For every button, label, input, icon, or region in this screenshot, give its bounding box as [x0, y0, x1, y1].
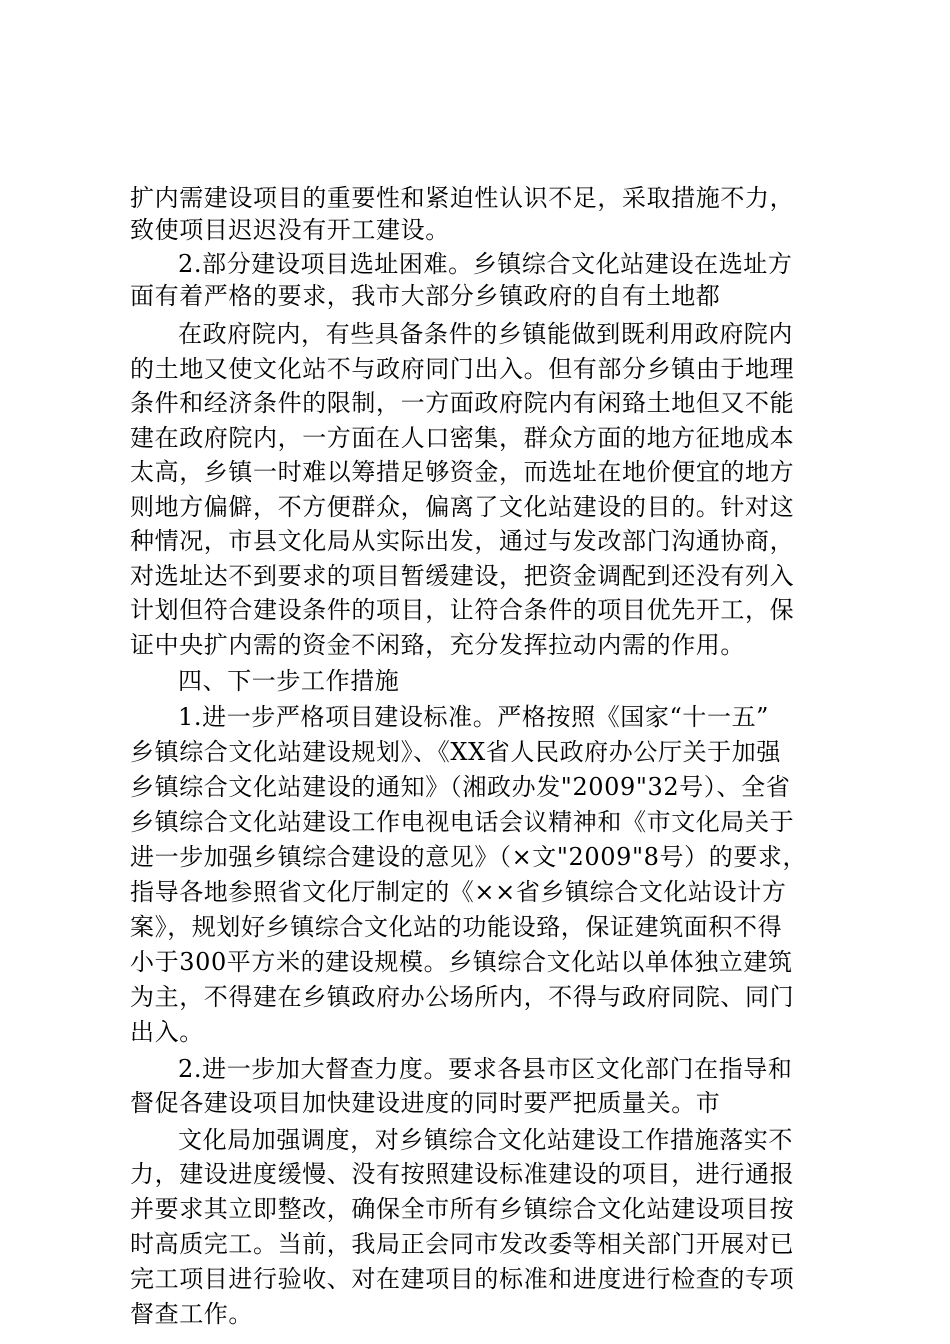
paragraph-line: 2.部分建设项目选址困难。乡镇综合文化站建设在选址方: [178, 250, 793, 278]
paragraph-line: 乡镇综合文化站建设工作电视电话会议精神和《市文化局关于: [130, 808, 795, 836]
paragraph-line: 完工项目进行验收、对在建项目的标准和进度进行检查的专项: [130, 1265, 795, 1293]
paragraph-line: 对选址达不到要求的项目暂缓建设，把资金调配到还没有列入: [130, 562, 795, 590]
paragraph-line: 计划但符合建设条件的项目，让符合条件的项目优先开工，保: [130, 596, 795, 624]
paragraph-line: 案》，规划好乡镇综合文化站的功能设臵，保证建筑面积不得: [130, 913, 783, 941]
paragraph-line: 督促各建设项目加快建设进度的同时要严把质量关。市: [130, 1089, 721, 1117]
paragraph-line: 1.进一步严格项目建设标准。严格按照《国家“十一五”: [178, 703, 770, 731]
paragraph-line: 面有着严格的要求，我市大部分乡镇政府的自有土地都: [130, 282, 721, 310]
paragraph-line: 督查工作。: [130, 1300, 253, 1328]
paragraph-line: 2.进一步加大督查力度。要求各县市区文化部门在指导和: [178, 1055, 793, 1083]
section-heading: 四、下一步工作措施: [178, 667, 400, 695]
paragraph-line: 乡镇综合文化站建设的通知》（湘政办发"2009"32号）、全省: [130, 773, 791, 801]
paragraph-line: 在政府院内，有些具备条件的乡镇能做到既利用政府院内: [178, 320, 793, 348]
paragraph-line: 并要求其立即整改，确保全市所有乡镇综合文化站建设项目按: [130, 1195, 795, 1223]
paragraph-line: 进一步加强乡镇综合建设的意见》（×文"2009"8号）的要求，: [130, 843, 808, 871]
paragraph-line: 太高，乡镇一时难以筹措足够资金，而选址在地价便宜的地方: [130, 458, 795, 486]
paragraph-line: 力，建设进度缓慢、没有按照建设标准建设的项目，进行通报: [130, 1160, 795, 1188]
paragraph-line: 种情况，市县文化局从实际出发，通过与发改部门沟通协商，: [130, 527, 795, 555]
paragraph-line: 为主，不得建在乡镇政府办公场所内，不得与政府同院、同门: [130, 983, 795, 1011]
paragraph-line: 乡镇综合文化站建设规划》、《XX省人民政府办公厅关于加强: [130, 738, 781, 766]
paragraph-line: 致使项目迟迟没有开工建设。: [130, 216, 450, 244]
paragraph-line: 证中央扩内需的资金不闲臵，充分发挥拉动内需的作用。: [130, 631, 745, 659]
paragraph-line: 条件和经济条件的限制，一方面政府院内有闲臵土地但又不能: [130, 389, 795, 417]
paragraph-line: 文化局加强调度，对乡镇综合文化站建设工作措施落实不: [178, 1126, 793, 1154]
paragraph-line: 指导各地参照省文化厅制定的《××省乡镇综合文化站设计方: [130, 878, 787, 906]
paragraph-line: 建在政府院内，一方面在人口密集，群众方面的地方征地成本: [130, 424, 795, 452]
paragraph-line: 小于300平方米的建设规模。乡镇综合文化站以单体独立建筑: [130, 948, 793, 976]
paragraph-line: 出入。: [130, 1018, 204, 1046]
paragraph-line: 的土地又使文化站不与政府同门出入。但有部分乡镇由于地理: [130, 355, 795, 383]
paragraph-line: 时高质完工。当前，我局正会同市发改委等相关部门开展对已: [130, 1230, 795, 1258]
paragraph-line: 则地方偏僻，不方便群众，偏离了文化站建设的目的。针对这: [130, 493, 795, 521]
paragraph-line: 扩内需建设项目的重要性和紧迫性认识不足，采取措施不力，: [130, 184, 795, 212]
